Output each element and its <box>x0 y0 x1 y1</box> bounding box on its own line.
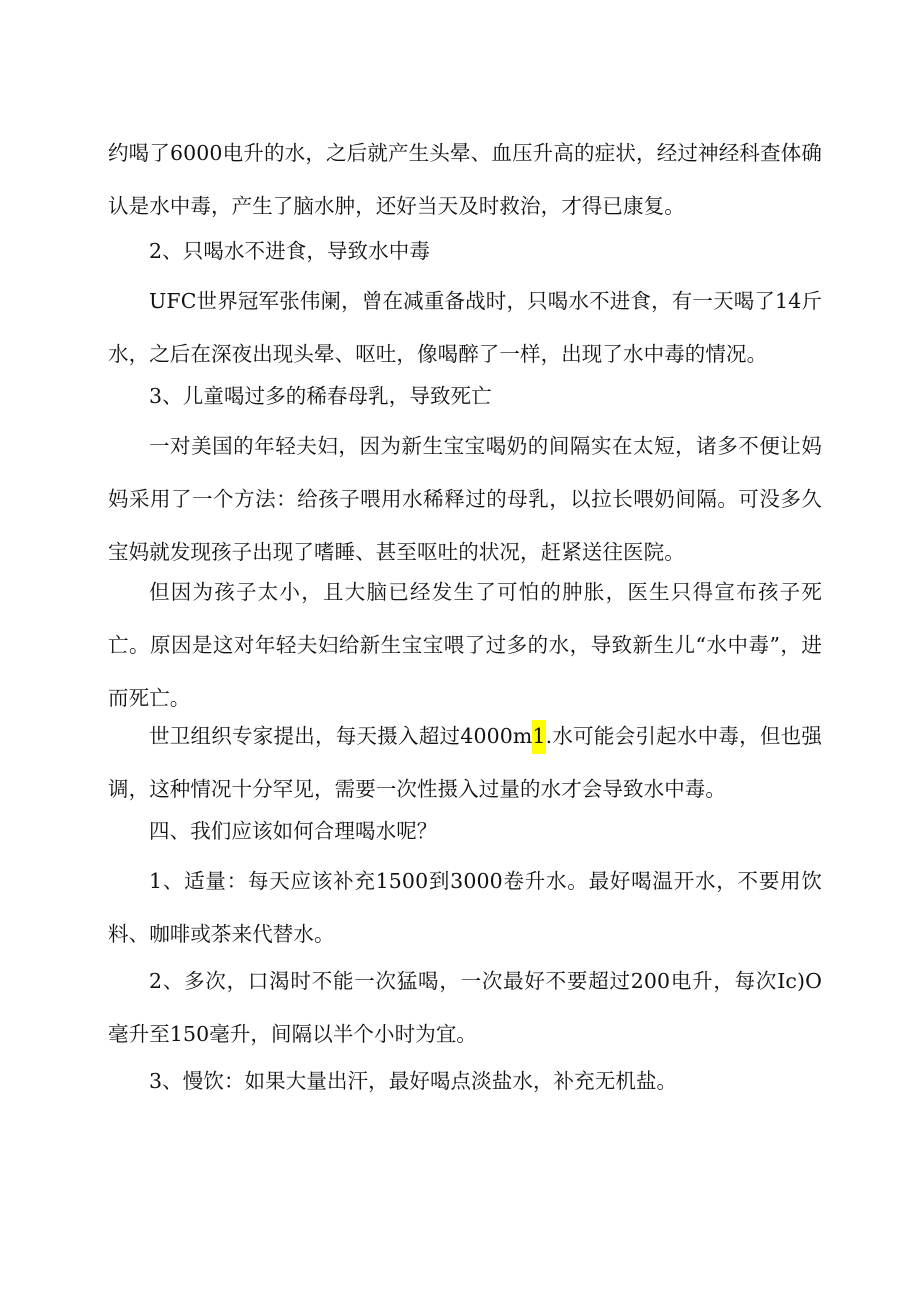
paragraph-who-expert <box>108 710 822 816</box>
who-text-before: 世卫组织专家提出，每天摄入超过4000m <box>149 724 533 748</box>
heading-only-water-no-food: 2、只喝水不进食，导致水中毒 <box>149 239 430 263</box>
heading-how-to-drink: 四、我们应该如何合理喝水呢？ <box>149 819 438 843</box>
paragraph-drink-slowly: 3、慢饮：如果大量出汗，最好喝点淡盐水，补充无机盐。 <box>149 1069 678 1093</box>
paragraph-american-couple: 一对美国的年轻夫妇，因为新生宝宝喝奶的间隔实在太短，诸多不便让妈妈采用了一个方法：给孩子喂用水稀释过的母乳，以拉长喂奶间隔。可没多久宝妈就发现孩子出现了嗜睡、甚至呕吐的状况，赶紧送往医院。 <box>108 434 822 564</box>
highlighted-char: 1 <box>532 720 545 754</box>
paragraph-moderate-amount: 1、适量：每天应该补充1500到3000卷升水。最好喝温开水，不要用饮料、咖啡或茶来代替水。 <box>108 869 822 946</box>
who-text-after: .水可能会引起水中毒，但也强调，这种情况十分罕见，需要一次性摄入过量的水才会导致水中毒。 <box>108 724 822 801</box>
paragraph-baby-death: 但因为孩子太小，且大脑已经发生了可怕的肿胀，医生只得宣布孩子死亡。原因是这对年轻夫妇给新生宝宝喂了过多的水，导致新生儿“水中毒”，进而死亡。 <box>108 580 822 710</box>
paragraph-multiple-times: 2、多次，口渴时不能一次猛喝，一次最好不要超过200电升，每次Ic)O毫升至150毫升，间隔以半个小时为宜。 <box>108 969 822 1046</box>
paragraph-ufc-champion: UFC世界冠军张伟阑，曾在减重备战时，只喝水不进食，有一天喝了14斤水，之后在深夜出现头晕、呕吐，像喝醉了一样，出现了水中毒的情况。 <box>108 289 822 366</box>
paragraph-water-6000: 约喝了6000电升的水，之后就产生头晕、血压升高的症状，经过神经科查体确认是水中毒，产生了脑水肿，还好当天及时救治，才得已康复。 <box>108 141 822 218</box>
heading-diluted-breastmilk: 3、儿童喝过多的稀春母乳，导致死亡 <box>149 384 492 408</box>
